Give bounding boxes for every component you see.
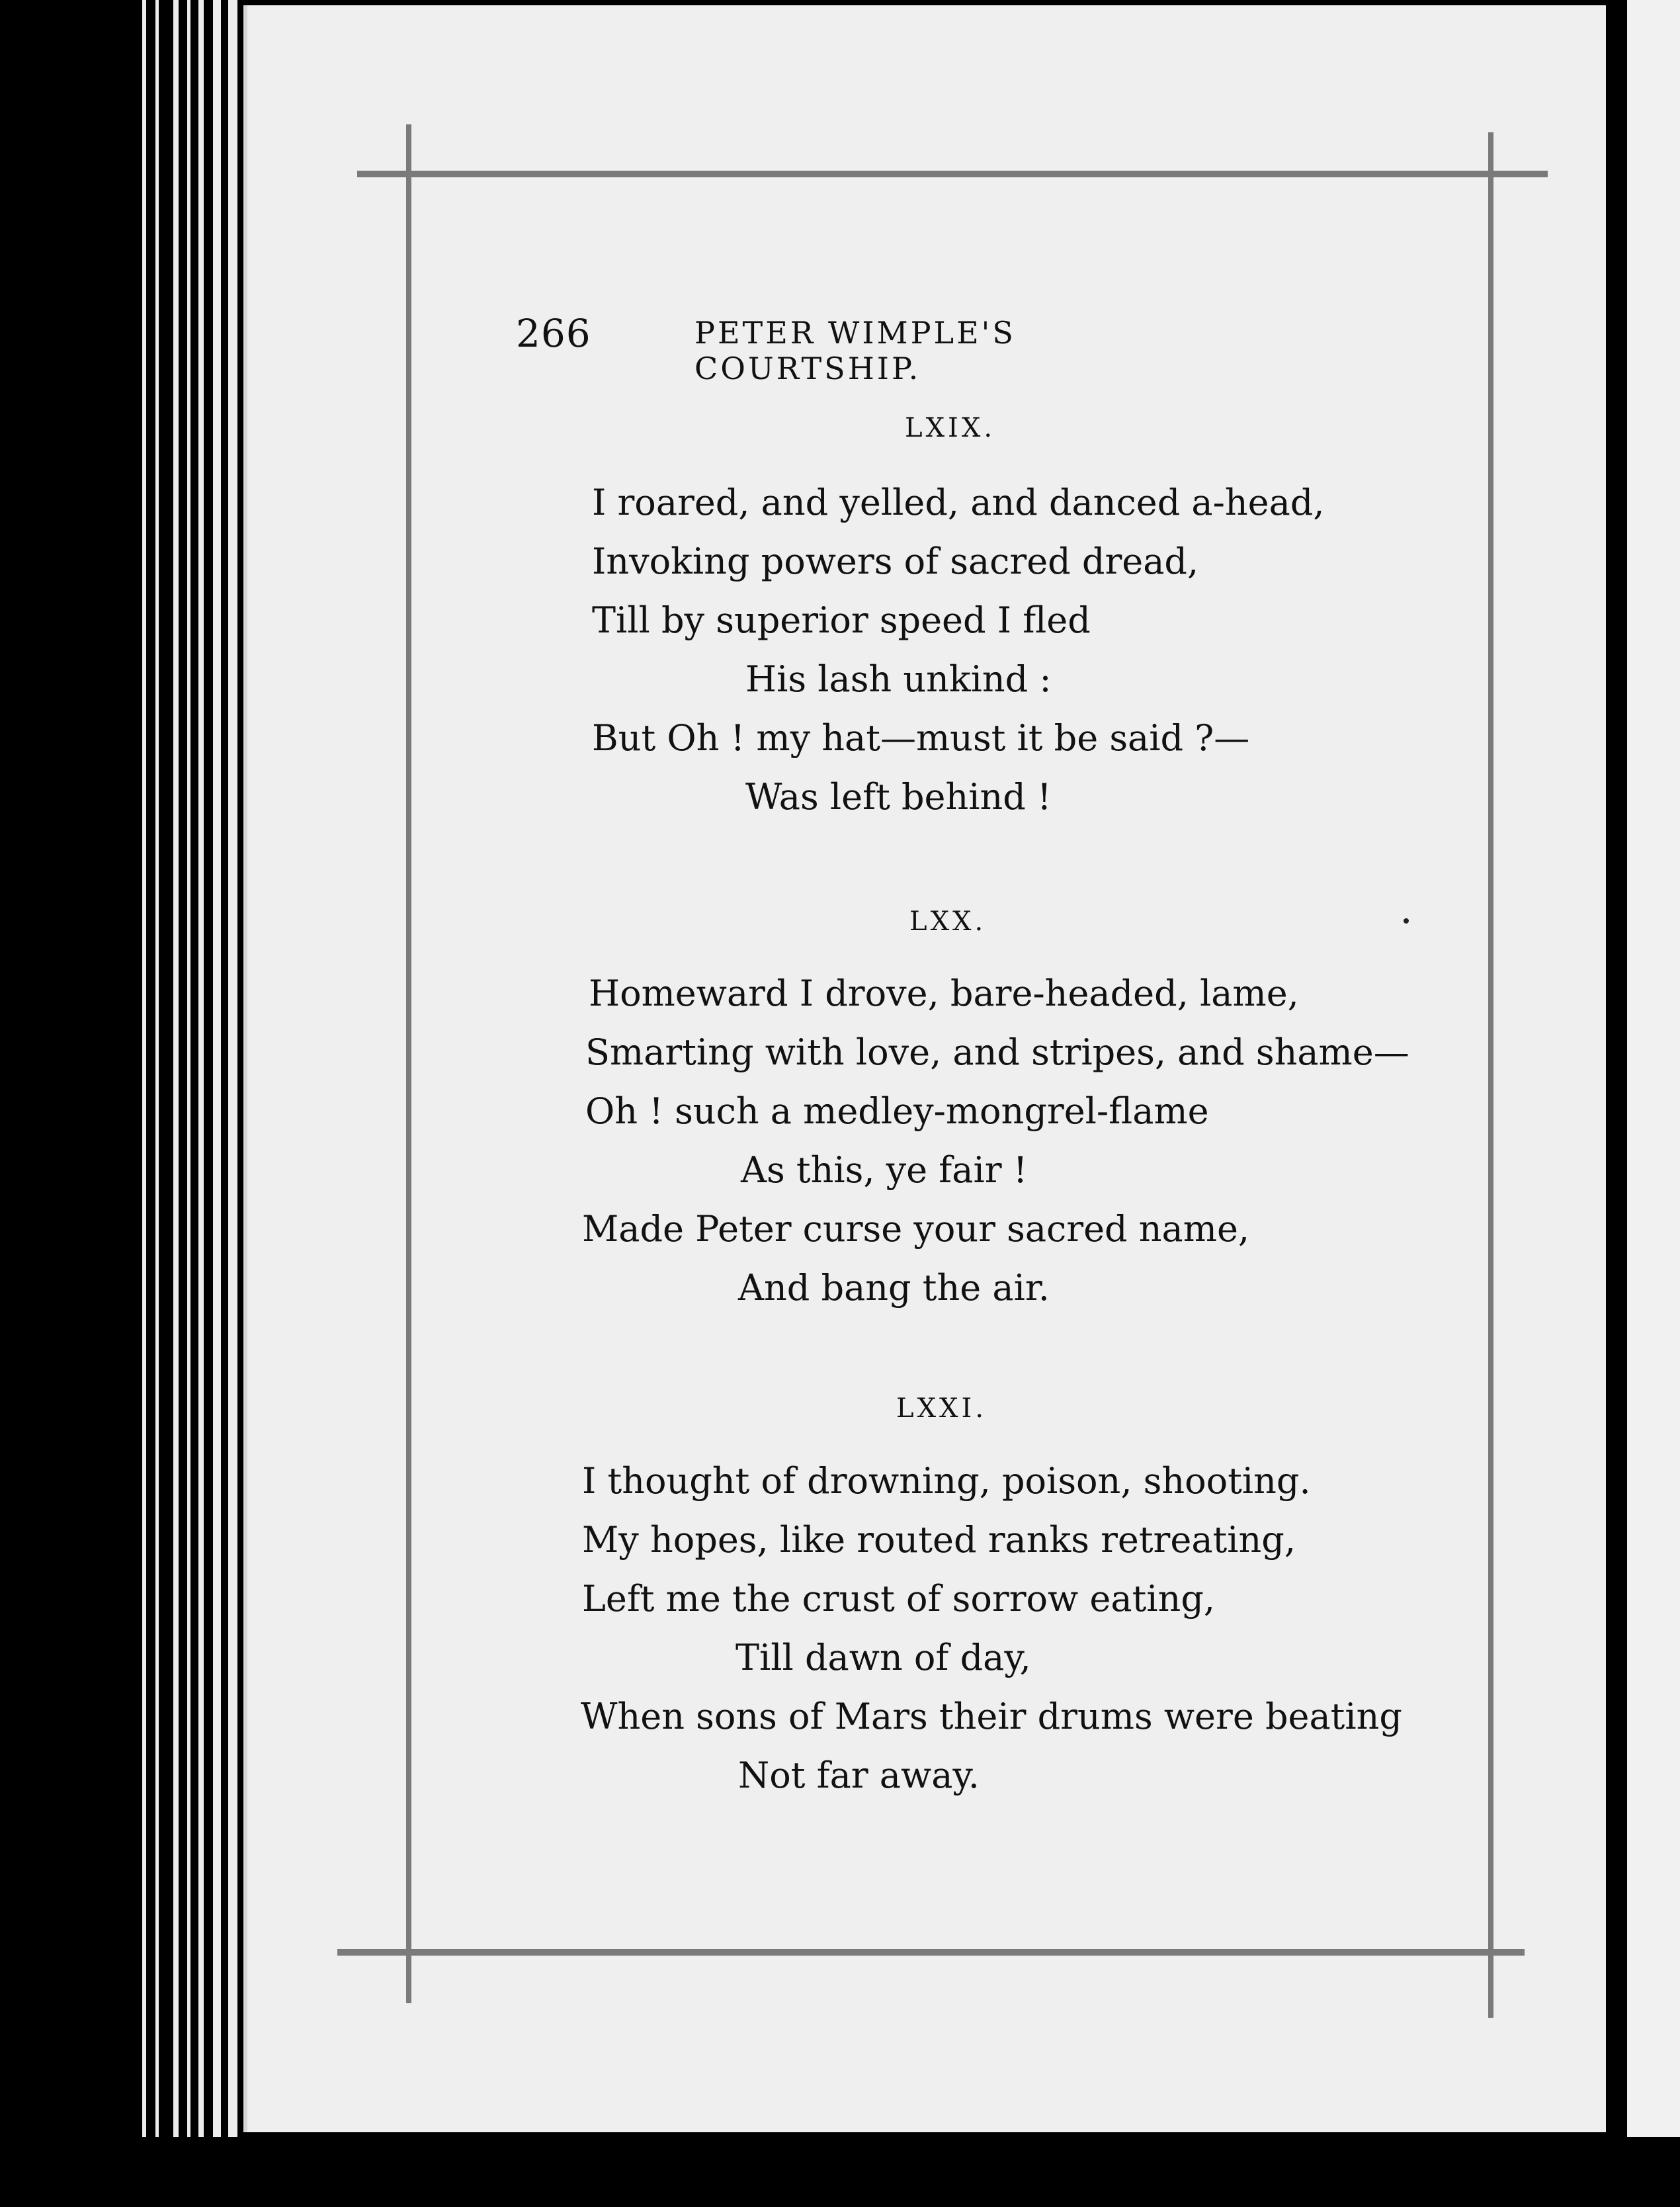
page-edge xyxy=(198,0,204,2137)
page-header xyxy=(516,311,1243,386)
verse-line: I thought of drowning, poison, shooting. xyxy=(582,1460,1311,1502)
verse-line: Invoking powers of sacred dread, xyxy=(592,541,1199,582)
verse-line: Smarting with love, and stripes, and shame— xyxy=(585,1031,1409,1073)
verse-line: Homeward I drove, bare-headed, lame, xyxy=(589,973,1299,1014)
frame-top-rule xyxy=(357,171,1548,177)
verse-line: And bang the air. xyxy=(738,1267,1050,1309)
verse-line: As this, ye fair ! xyxy=(741,1149,1028,1191)
verse-line: But Oh ! my hat—must it be said ?— xyxy=(592,717,1250,759)
stanza-numeral: LXX. xyxy=(909,906,987,937)
verse-line: I roared, and yelled, and danced a-head, xyxy=(592,482,1325,523)
verse-line: His lash unkind : xyxy=(745,658,1052,700)
verse-line: Not far away. xyxy=(738,1754,980,1796)
verse-line: Oh ! such a medley-mongrel-flame xyxy=(585,1090,1209,1132)
stanza-numeral: LXXI. xyxy=(896,1393,987,1424)
verse-line: My hopes, like routed ranks retreating, xyxy=(582,1519,1296,1561)
page-edge xyxy=(142,0,146,2137)
verse-line: Till dawn of day, xyxy=(735,1637,1031,1678)
stanza-numeral: LXIX. xyxy=(905,413,996,443)
verse-line: Made Peter curse your sacred name, xyxy=(582,1208,1250,1250)
verse-line: Was left behind ! xyxy=(745,776,1052,818)
page-number: 266 xyxy=(516,311,591,356)
ink-speck xyxy=(1404,918,1409,924)
page-edge xyxy=(187,0,190,2137)
verse-line: When sons of Mars their drums were beating xyxy=(581,1696,1402,1737)
page-edge xyxy=(155,0,159,2137)
frame-left-rule xyxy=(406,124,411,2003)
page-edge xyxy=(228,0,237,2137)
frame-bottom-rule xyxy=(337,1949,1525,1956)
page-edge xyxy=(173,0,179,2137)
running-title: PETER WIMPLE'S COURTSHIP. xyxy=(694,315,1016,386)
verse-line: Left me the crust of sorrow eating, xyxy=(582,1578,1216,1620)
facing-page-edge xyxy=(1627,0,1680,2137)
verse-line: Till by superior speed I fled xyxy=(592,599,1091,641)
frame-right-rule xyxy=(1488,132,1493,2018)
page-edges xyxy=(0,0,251,2207)
page-edge xyxy=(213,0,221,2137)
